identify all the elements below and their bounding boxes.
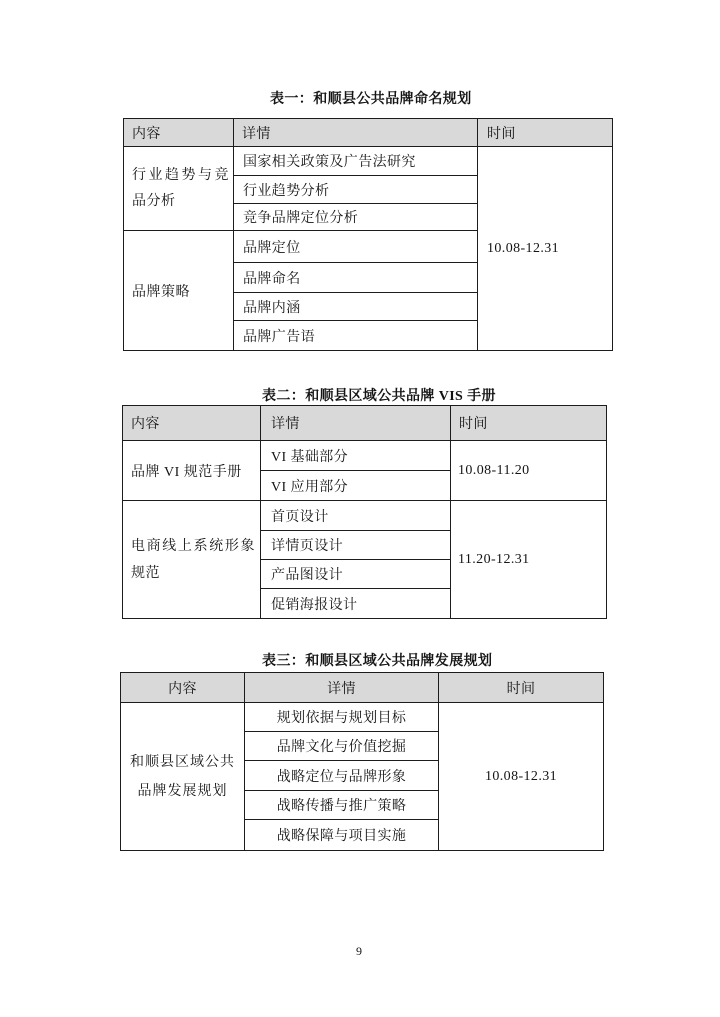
header-details: 详情 bbox=[234, 119, 478, 147]
content-label: 品牌 VI 规范手册 bbox=[131, 464, 242, 480]
table-1-title: 表一：和顺县公共品牌命名规划 bbox=[270, 92, 472, 107]
header-row bbox=[123, 406, 607, 441]
content-cell bbox=[123, 501, 261, 619]
header-time: 时间 bbox=[451, 406, 607, 441]
detail-cell: 首页设计 bbox=[261, 501, 451, 531]
header-details: 详情 bbox=[261, 406, 451, 441]
time-cell: 10.08-12.31 bbox=[439, 703, 604, 851]
header-content: 内容 bbox=[121, 673, 245, 703]
detail-cell: 战略保障与项目实施 bbox=[245, 820, 439, 851]
detail-cell: 品牌文化与价值挖掘 bbox=[245, 732, 439, 761]
table-3 bbox=[120, 672, 604, 851]
content-label: 和顺县区域公共品牌发展规划 bbox=[130, 754, 235, 799]
table-3-title: 表三：和顺县区域公共品牌发展规划 bbox=[262, 654, 493, 669]
detail-cell: 竞争品牌定位分析 bbox=[234, 204, 478, 231]
table-row bbox=[123, 501, 607, 531]
detail-cell: 国家相关政策及广告法研究 bbox=[234, 147, 478, 176]
content-label: 行业趋势与竞品分析 bbox=[132, 167, 229, 209]
content-label: 品牌策略 bbox=[132, 284, 190, 300]
detail-cell: 详情页设计 bbox=[261, 531, 451, 560]
page-number: 9 bbox=[356, 944, 362, 958]
time-cell: 10.08-12.31 bbox=[478, 147, 613, 351]
table-1 bbox=[123, 118, 613, 351]
time-cell: 10.08-11.20 bbox=[451, 441, 607, 501]
detail-cell: 战略定位与品牌形象 bbox=[245, 761, 439, 791]
content-label: 电商线上系统形象规范 bbox=[131, 538, 255, 581]
detail-cell: 品牌命名 bbox=[234, 263, 478, 293]
table-row bbox=[123, 441, 607, 471]
detail-cell: VI 应用部分 bbox=[261, 471, 451, 501]
header-time: 时间 bbox=[439, 673, 604, 703]
header-row bbox=[121, 673, 604, 703]
table-2 bbox=[122, 405, 607, 619]
content-cell bbox=[124, 231, 234, 351]
detail-cell: 规划依据与规划目标 bbox=[245, 703, 439, 732]
header-content: 内容 bbox=[124, 119, 234, 147]
detail-cell: 战略传播与推广策略 bbox=[245, 791, 439, 820]
detail-cell: VI 基础部分 bbox=[261, 441, 451, 471]
header-content: 内容 bbox=[123, 406, 261, 441]
header-row bbox=[124, 119, 613, 147]
header-time: 时间 bbox=[478, 119, 613, 147]
table-row bbox=[121, 703, 604, 732]
detail-cell: 品牌定位 bbox=[234, 231, 478, 263]
content-cell bbox=[124, 147, 234, 231]
content-cell bbox=[121, 703, 245, 851]
detail-cell: 行业趋势分析 bbox=[234, 176, 478, 204]
detail-cell: 品牌广告语 bbox=[234, 321, 478, 351]
detail-cell: 品牌内涵 bbox=[234, 293, 478, 321]
detail-cell: 促销海报设计 bbox=[261, 589, 451, 619]
content-cell bbox=[123, 441, 261, 501]
detail-cell: 产品图设计 bbox=[261, 560, 451, 589]
time-cell: 11.20-12.31 bbox=[451, 501, 607, 619]
table-2-title: 表二：和顺县区域公共品牌 VIS 手册 bbox=[262, 389, 496, 404]
header-details: 详情 bbox=[245, 673, 439, 703]
table-row bbox=[124, 147, 613, 176]
